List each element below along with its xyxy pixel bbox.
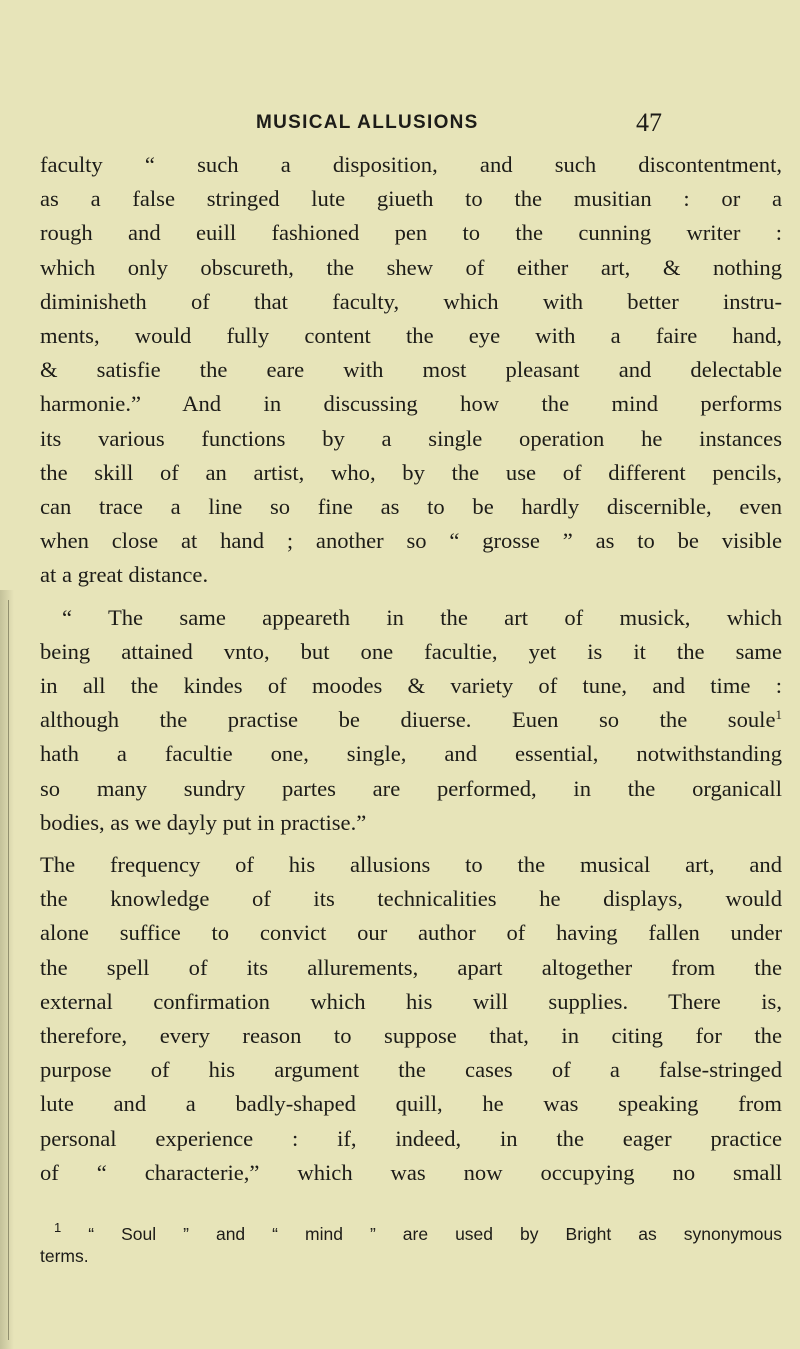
body-text bbox=[40, 148, 782, 1190]
text-line: the spell of its allurements, apart altogether from the bbox=[40, 954, 782, 980]
text-line: personal experience : if, indeed, in the eager practice bbox=[40, 1125, 782, 1151]
text-line: so many sundry partes are performed, in the organicall bbox=[40, 775, 782, 801]
text-line: The frequency of his allusions to the musical art, and bbox=[40, 852, 782, 878]
text-line: the skill of an artist, who, by the use of different pencils, bbox=[40, 459, 782, 485]
text-line: although the practise be diuerse. Euen so the soule bbox=[40, 707, 776, 733]
page-number: 47 bbox=[636, 108, 662, 137]
footnote bbox=[40, 1220, 782, 1267]
text-line: its various functions by a single operation he instances bbox=[40, 425, 782, 451]
text-line: of “ characterie,” which was now occupying no small bbox=[40, 1159, 782, 1185]
text-line: bodies, as we dayly put in practise.” bbox=[40, 809, 367, 835]
text-line: diminisheth of that faculty, which with better instru- bbox=[40, 288, 782, 314]
text-line: rough and euill fashioned pen to the cunning writer : bbox=[40, 220, 782, 246]
footnote-line bbox=[40, 1220, 782, 1245]
running-head: MUSICAL ALLUSIONS bbox=[256, 112, 479, 133]
footnote-reference[interactable]: 1 bbox=[775, 707, 782, 723]
text-line: when close at hand ; another so “ grosse ” as to be visible bbox=[40, 528, 782, 554]
text-line: hath a facultie one, single, and essential, notwithstanding bbox=[40, 741, 782, 767]
text-line: in all the kindes of moodes & variety of tune, and time : bbox=[40, 673, 782, 699]
footnote-line: terms. bbox=[40, 1246, 89, 1266]
page-edge-shadow bbox=[0, 590, 14, 1349]
page-edge-line bbox=[8, 600, 9, 1340]
text-line: faculty “ such a disposition, and such discontentment, bbox=[40, 152, 782, 177]
text-line: as a false stringed lute giueth to the musitian : or a bbox=[40, 186, 782, 212]
text-line: “ The same appeareth in the art of musick, which bbox=[62, 604, 782, 630]
text-line: can trace a line so fine as to be hardly discernible, even bbox=[40, 494, 782, 520]
text-line: harmonie.” And in discussing how the mind performs bbox=[40, 391, 782, 417]
text-line: the knowledge of its technicalities he displays, would bbox=[40, 886, 782, 912]
text-line: purpose of his argument the cases of a false-stringed bbox=[40, 1057, 782, 1083]
text-line: & satisfie the eare with most pleasant and delectable bbox=[40, 357, 782, 383]
footnote-marker: 1 bbox=[54, 1220, 62, 1235]
text-line: being attained vnto, but one facultie, yet is it the same bbox=[40, 638, 782, 664]
text-line: lute and a badly-shaped quill, he was speaking from bbox=[40, 1091, 782, 1117]
text-line: therefore, every reason to suppose that, in citing for the bbox=[40, 1023, 782, 1049]
text-line: external confirmation which his will supplies. There is, bbox=[40, 988, 782, 1014]
footnote-text: “ Soul ” and “ mind ” are used by Bright as synonymous bbox=[88, 1224, 782, 1244]
text-line-with-footnote bbox=[40, 703, 782, 737]
text-line: at a great distance. bbox=[40, 562, 209, 588]
text-line: ments, would fully content the eye with a faire hand, bbox=[40, 323, 782, 349]
text-line: which only obscureth, the shew of either art, & nothing bbox=[40, 254, 782, 280]
text-line: alone suffice to convict our author of having fallen under bbox=[40, 920, 782, 946]
